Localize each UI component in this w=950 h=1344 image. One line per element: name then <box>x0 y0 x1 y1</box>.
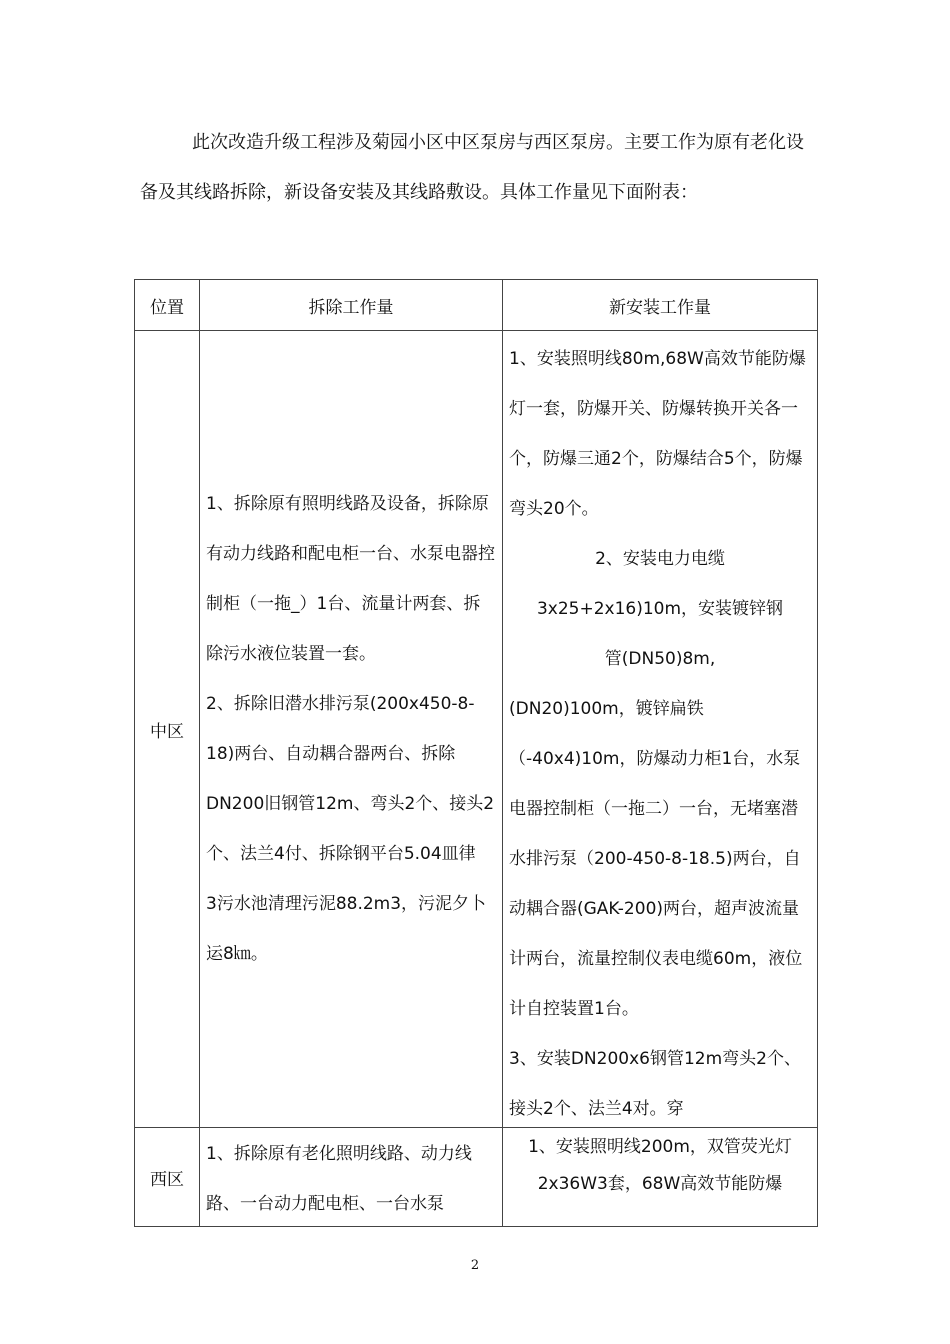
table-row <box>135 331 818 1128</box>
install-item: 2x36W3套，68W高效节能防爆 <box>537 1174 783 1194</box>
removal-item: 1、拆除原有照明线路及设备，拆除原有动力线路和配电柜一台、水泵电器控制柜（一拖_）1台、流量计两套、拆除污水液位装置一套。 <box>206 494 495 664</box>
location-cell: 西区 <box>135 1128 200 1227</box>
intro-text <box>140 118 816 218</box>
install-item: 管(DN50)8m, <box>604 649 716 669</box>
removal-item: 2、拆除旧潜水排污泵(200x450-8-18)两台、自动耦合器两台、拆除DN200旧钢管12m、弯头2个、接头2个、法兰4付、拆除钢平台5.04皿律 <box>206 694 495 864</box>
workload-table <box>134 279 818 1227</box>
removal-item: 3污水池清理污泥88.2m3，污泥夕卜运8㎞。 <box>206 894 487 964</box>
intro-paragraph: 此次改造升级工程涉及菊园小区中区泵房与西区泵房。主要工作为原有老化设备及其线路拆除，新设备安装及其线路敷设。具体工作量见下面附表： <box>140 132 804 203</box>
install-item: 3x25+2x16)10m，安装镀锌钢 <box>536 599 784 619</box>
table-header-row <box>135 280 818 331</box>
removal-cell <box>200 1128 503 1227</box>
header-removal: 拆除工作量 <box>200 280 503 331</box>
install-cell <box>503 1128 818 1227</box>
removal-item: 1、拆除原有老化照明线路、动力线路、一台动力配电柜、一台水泵 <box>206 1144 472 1214</box>
install-item: 3、安装DN200x6钢管12m弯头2个、接头2个、法兰4对。穿 <box>509 1049 801 1119</box>
install-cell <box>503 331 818 1128</box>
install-item: 2、安装电力电缆 <box>595 549 725 569</box>
install-item: (DN20)100m，镀锌扁铁（-40x4)10m，防爆动力柜1台，水泵电器控制柜（一拖二）一台，无堵塞潜水排污泵（200-450-8-18.5)两台，自动耦合器(GAK-200)两台，超声波流量计两台，流量控制仪表电缆60m，液位计自控装置1台。 <box>509 699 803 1019</box>
removal-cell <box>200 331 503 1128</box>
location-cell: 中区 <box>135 331 200 1128</box>
header-install: 新安装工作量 <box>503 280 818 331</box>
install-item: 1、安装照明线200m，双管荧光灯 <box>528 1137 792 1157</box>
page-number: 2 <box>470 1258 480 1273</box>
install-item: 1、安装照明线80m,68W高效节能防爆灯一套，防爆开关、防爆转换开关各一个，防爆三通2个，防爆结合5个，防爆弯头20个。 <box>509 349 806 519</box>
header-location: 位置 <box>135 280 200 331</box>
table-row <box>135 1128 818 1227</box>
